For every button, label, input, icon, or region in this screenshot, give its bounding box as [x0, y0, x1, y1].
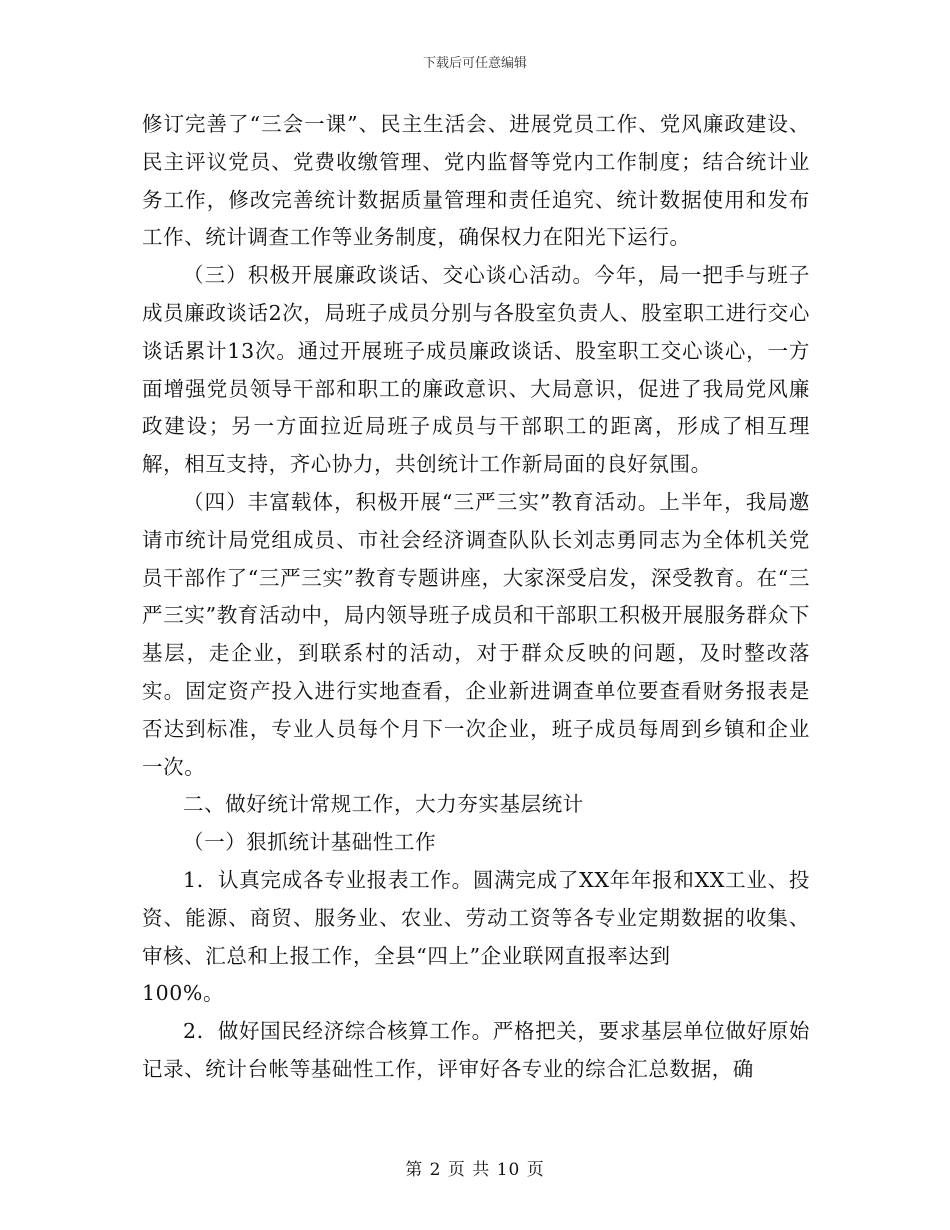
paragraph-continuation: 修订完善了“三会一课”、民主生活会、进展党员工作、党风廉政建设、民主评议党员、党费收缴管理、党内监督等党内工作制度；结合统计业务工作，修改完善统计数据质量管理和责任追究、统计数据使用和发布工作、统计调查工作等业务制度，确保权力在阳光下运行。 [142, 112, 810, 250]
paragraph-item-1: 1．认真完成各专业报表工作。圆满完成了XX年年报和XX工业、投资、能源、商贸、服务业、农业、劳动工资等各专业定期数据的收集、审核、汇总和上报工作，全县“四上”企业联网直报率达到 [142, 867, 810, 968]
paragraph-section-4: （四）丰富载体，积极开展“三严三实”教育活动。上半年，我局邀请市统计局党组成员、市社会经济调查队队长刘志勇同志为全体机关党员干部作了“三严三实”教育专题讲座，大家深受启发，深受教育。在“三严三实”教育活动中，局内领导班子成员和干部职工积极开展服务群众下基层，走企业，到联系村的活动，对于群众反映的问题，及时整改落实。固定资产投入进行实地查看，企业新进调查单位要查看财务报表是否达到标准，专业人员每个月下一次企业，班子成员每周到乡镇和企业一次。 [142, 489, 810, 779]
body-text [142, 106, 810, 1089]
subheading-2-1: （一）狠抓统计基础性工作 [183, 830, 437, 855]
paragraph-item-1-end: 100%。 [142, 981, 225, 1006]
heading-section-2: 二、做好统计常规工作，大力夯实基层统计 [183, 792, 584, 817]
paragraph-item-2: 2．做好国民经济综合核算工作。严格把关，要求基层单位做好原始记录、统计台帐等基础性工作，评审好各专业的综合汇总数据，确 [142, 1019, 810, 1081]
page-header: 下载后可任意编辑 [422, 56, 527, 71]
paragraph-section-3: （三）积极开展廉政谈话、交心谈心活动。今年，局一把手与班子成员廉政谈话2次，局班子成员分别与各股室负责人、股室职工进行交心谈话累计13次。通过开展班子成员廉政谈话、股室职工交心谈心，一方面增强党员领导干部和职工的廉政意识、大局意识，促进了我局党风廉政建设；另一方面拉近局班子成员与干部职工的距离，形成了相互理解，相互支持，齐心协力，共创统计工作新局面的良好氛围。 [142, 263, 810, 477]
page-footer: 第 2 页 共 10 页 [405, 1160, 545, 1180]
